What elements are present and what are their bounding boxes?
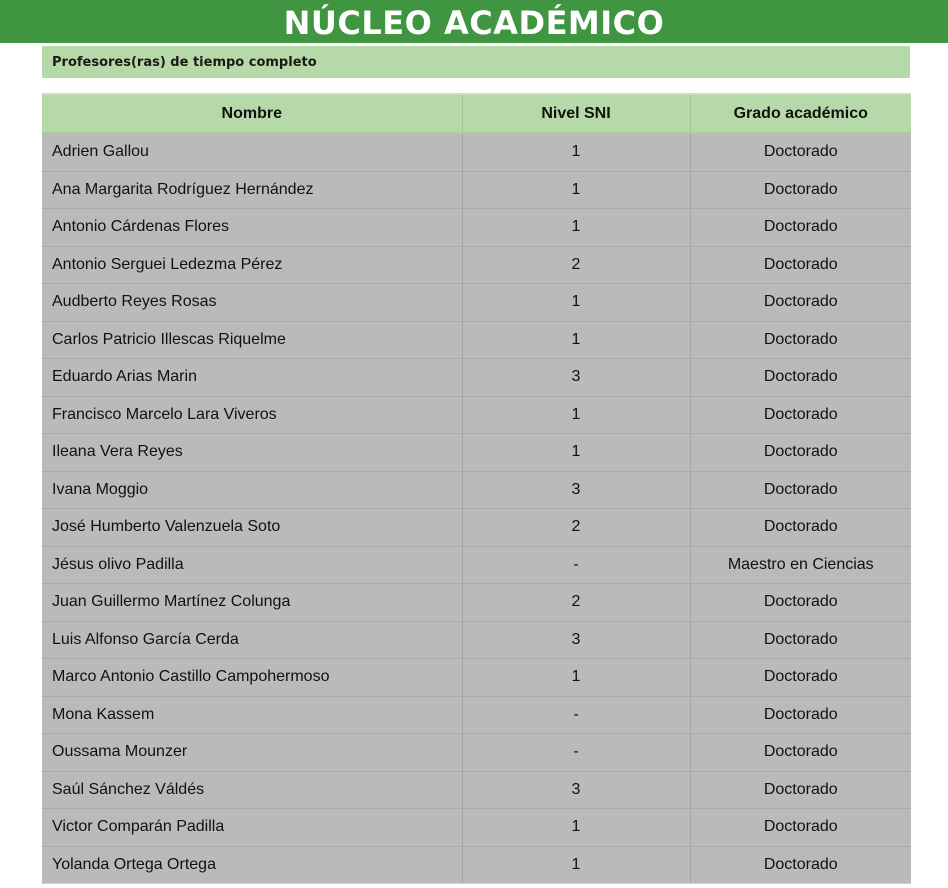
cell-grado-academico: Doctorado bbox=[690, 171, 911, 209]
cell-grado-academico: Doctorado bbox=[690, 584, 911, 622]
table-row bbox=[42, 584, 911, 622]
cell-grado-academico: Doctorado bbox=[690, 246, 911, 284]
cell-nombre: Audberto Reyes Rosas bbox=[42, 284, 462, 322]
table-row bbox=[42, 509, 911, 547]
cell-nivel-sni: 3 bbox=[462, 471, 690, 509]
cell-grado-academico: Doctorado bbox=[690, 509, 911, 547]
cell-nivel-sni: 2 bbox=[462, 584, 690, 622]
page-title: NÚCLEO ACADÉMICO bbox=[283, 4, 665, 42]
table-row bbox=[42, 546, 911, 584]
cell-nivel-sni: 1 bbox=[462, 809, 690, 847]
cell-nivel-sni: 1 bbox=[462, 846, 690, 884]
table-row bbox=[42, 434, 911, 472]
column-header-grado-academico: Grado académico bbox=[690, 94, 911, 133]
cell-nivel-sni: 2 bbox=[462, 246, 690, 284]
cell-grado-academico: Doctorado bbox=[690, 659, 911, 697]
cell-grado-academico: Doctorado bbox=[690, 846, 911, 884]
table-row bbox=[42, 846, 911, 884]
table-header-row bbox=[42, 94, 911, 133]
table-row bbox=[42, 171, 911, 209]
cell-nivel-sni: - bbox=[462, 696, 690, 734]
page-title-banner bbox=[0, 0, 948, 43]
cell-nombre: Marco Antonio Castillo Campohermoso bbox=[42, 659, 462, 697]
cell-nivel-sni: 3 bbox=[462, 771, 690, 809]
table-row bbox=[42, 621, 911, 659]
section-subtitle-text: Profesores(ras) de tiempo completo bbox=[52, 55, 317, 70]
cell-grado-academico: Maestro en Ciencias bbox=[690, 546, 911, 584]
cell-nombre: Carlos Patricio Illescas Riquelme bbox=[42, 321, 462, 359]
cell-nivel-sni: - bbox=[462, 546, 690, 584]
cell-nivel-sni: 3 bbox=[462, 621, 690, 659]
cell-nivel-sni: 2 bbox=[462, 509, 690, 547]
cell-nombre: Antonio Cárdenas Flores bbox=[42, 209, 462, 247]
cell-nombre: Ivana Moggio bbox=[42, 471, 462, 509]
table-row bbox=[42, 284, 911, 322]
table-row bbox=[42, 771, 911, 809]
cell-nombre: Adrien Gallou bbox=[42, 133, 462, 171]
column-header-nivel-sni: Nivel SNI bbox=[462, 94, 690, 133]
column-header-nombre: Nombre bbox=[42, 94, 462, 133]
cell-nombre: Oussama Mounzer bbox=[42, 734, 462, 772]
cell-grado-academico: Doctorado bbox=[690, 284, 911, 322]
cell-nombre: Juan Guillermo Martínez Colunga bbox=[42, 584, 462, 622]
cell-grado-academico: Doctorado bbox=[690, 434, 911, 472]
cell-nivel-sni: 1 bbox=[462, 171, 690, 209]
section-subtitle bbox=[42, 46, 910, 78]
cell-nivel-sni: - bbox=[462, 734, 690, 772]
cell-nivel-sni: 1 bbox=[462, 284, 690, 322]
cell-nivel-sni: 1 bbox=[462, 659, 690, 697]
table-row bbox=[42, 471, 911, 509]
cell-nombre: Jésus olivo Padilla bbox=[42, 546, 462, 584]
cell-nombre: Antonio Serguei Ledezma Pérez bbox=[42, 246, 462, 284]
table-row bbox=[42, 209, 911, 247]
cell-nivel-sni: 1 bbox=[462, 396, 690, 434]
cell-nombre: Ana Margarita Rodríguez Hernández bbox=[42, 171, 462, 209]
cell-nombre: Luis Alfonso García Cerda bbox=[42, 621, 462, 659]
cell-grado-academico: Doctorado bbox=[690, 471, 911, 509]
cell-grado-academico: Doctorado bbox=[690, 621, 911, 659]
table-body bbox=[42, 133, 911, 884]
cell-nombre: Mona Kassem bbox=[42, 696, 462, 734]
cell-nivel-sni: 1 bbox=[462, 209, 690, 247]
cell-grado-academico: Doctorado bbox=[690, 209, 911, 247]
cell-nombre: Francisco Marcelo Lara Viveros bbox=[42, 396, 462, 434]
table-row bbox=[42, 396, 911, 434]
table-row bbox=[42, 133, 911, 171]
faculty-table bbox=[42, 93, 911, 884]
table-row bbox=[42, 659, 911, 697]
table-row bbox=[42, 734, 911, 772]
cell-grado-academico: Doctorado bbox=[690, 734, 911, 772]
cell-grado-academico: Doctorado bbox=[690, 696, 911, 734]
cell-grado-academico: Doctorado bbox=[690, 809, 911, 847]
cell-grado-academico: Doctorado bbox=[690, 359, 911, 397]
cell-grado-academico: Doctorado bbox=[690, 321, 911, 359]
table-row bbox=[42, 321, 911, 359]
cell-nombre: Yolanda Ortega Ortega bbox=[42, 846, 462, 884]
cell-nombre: Saúl Sánchez Váldés bbox=[42, 771, 462, 809]
table-row bbox=[42, 809, 911, 847]
table-row bbox=[42, 696, 911, 734]
cell-nombre: Eduardo Arias Marin bbox=[42, 359, 462, 397]
cell-nivel-sni: 1 bbox=[462, 321, 690, 359]
cell-nombre: Victor Comparán Padilla bbox=[42, 809, 462, 847]
cell-nivel-sni: 3 bbox=[462, 359, 690, 397]
cell-nivel-sni: 1 bbox=[462, 434, 690, 472]
cell-nivel-sni: 1 bbox=[462, 133, 690, 171]
cell-nombre: José Humberto Valenzuela Soto bbox=[42, 509, 462, 547]
cell-nombre: Ileana Vera Reyes bbox=[42, 434, 462, 472]
table-row bbox=[42, 359, 911, 397]
cell-grado-academico: Doctorado bbox=[690, 133, 911, 171]
table-row bbox=[42, 246, 911, 284]
cell-grado-academico: Doctorado bbox=[690, 771, 911, 809]
cell-grado-academico: Doctorado bbox=[690, 396, 911, 434]
